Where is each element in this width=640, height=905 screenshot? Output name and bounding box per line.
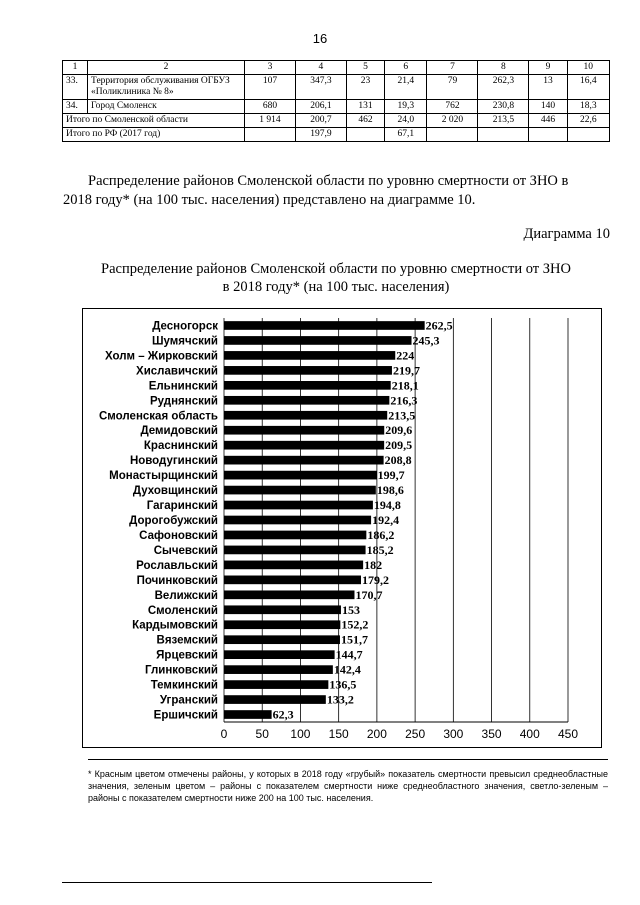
data-label: 224 — [396, 348, 415, 363]
data-label: 219,7 — [392, 363, 420, 378]
page-bottom-rule — [62, 882, 432, 883]
table-header-cell: 3 — [245, 61, 296, 75]
bar — [224, 441, 384, 450]
table-cell: Итого по Смоленской области — [63, 114, 245, 128]
statistics-table — [62, 60, 610, 142]
data-label: 153 — [341, 602, 360, 617]
table-cell: 262,3 — [478, 75, 529, 100]
table-cell: 21,4 — [385, 75, 427, 100]
bar — [224, 321, 425, 330]
category-label: Десногорск — [152, 320, 218, 333]
bar — [224, 336, 412, 345]
table-cell: Город Смоленск — [88, 100, 245, 114]
table-cell: Территория обслуживания ОГБУЗ «Поликлиника № 8» — [88, 75, 245, 100]
table-header-cell: 6 — [385, 61, 427, 75]
category-label: Починковский — [136, 574, 218, 587]
bar — [224, 531, 366, 540]
paragraph-line: 2018 году* (на 100 тыс. населения) представлено на диаграмме 10. — [63, 192, 476, 208]
footnote: * Красным цветом отмечены районы, у которых в 2018 году «грубый» показатель смертности превысил среднеобластные значения, зеленым цветом – районы с показателем смертности ниже среднеобластного значения, светло-зеленым – районы с показателем смертности ниже 200 на 100 тыс. населения. — [88, 769, 608, 803]
bar — [224, 516, 371, 525]
bar-chart — [82, 308, 602, 748]
bar — [224, 680, 328, 689]
category-label: Угранский — [159, 694, 218, 707]
x-tick-label: 150 — [328, 727, 349, 741]
table-row — [63, 75, 610, 100]
table-cell: 22,6 — [567, 114, 609, 128]
bar — [224, 710, 272, 719]
table-cell: 762 — [427, 100, 478, 114]
x-tick-label: 350 — [481, 727, 502, 741]
bar — [224, 546, 366, 555]
data-label: 144,7 — [335, 647, 363, 662]
category-label: Глинковский — [145, 664, 218, 677]
table-header-cell: 8 — [478, 61, 529, 75]
table-header-row — [63, 61, 610, 75]
table-cell: 462 — [346, 114, 384, 128]
category-label: Сафоновский — [139, 529, 218, 542]
data-label: 194,8 — [373, 498, 401, 513]
bar — [224, 486, 376, 495]
table-cell: 197,9 — [295, 128, 346, 142]
table-cell: 2 020 — [427, 114, 478, 128]
bar — [224, 396, 389, 405]
table-cell: 230,8 — [478, 100, 529, 114]
data-label: 213,5 — [388, 408, 416, 423]
table-cell: 131 — [346, 100, 384, 114]
table-cell — [567, 128, 609, 142]
bar — [224, 620, 340, 629]
table-header-cell: 1 — [63, 61, 88, 75]
data-label: 151,7 — [340, 632, 368, 647]
table-header-cell: 7 — [427, 61, 478, 75]
data-label: 185,2 — [366, 542, 394, 557]
table-cell: 446 — [529, 114, 567, 128]
table-cell: 347,3 — [295, 75, 346, 100]
table-cell — [529, 128, 567, 142]
category-label: Ершичский — [153, 709, 218, 722]
chart-title-line: в 2018 году* (на 100 тыс. населения) — [222, 279, 450, 295]
category-label: Холм – Жирковский — [104, 350, 218, 363]
category-label: Рославльский — [136, 559, 218, 572]
category-label: Ярцевский — [156, 649, 218, 662]
x-tick-label: 0 — [220, 727, 228, 741]
table-cell — [427, 128, 478, 142]
chart-title-line: Распределение районов Смоленской области по уровню смертности от ЗНО — [101, 261, 571, 277]
bar — [224, 501, 373, 510]
table-cell — [346, 128, 384, 142]
x-tick-label: 300 — [443, 727, 464, 741]
table-cell: Итого по РФ (2017 год) — [63, 128, 245, 142]
data-label: 198,6 — [376, 483, 404, 498]
table-header-cell: 10 — [567, 61, 609, 75]
category-label: Духовщинский — [132, 485, 218, 498]
category-label: Смоленская область — [99, 410, 218, 423]
data-label: 192,4 — [372, 513, 400, 527]
category-label: Ельнинский — [148, 380, 218, 393]
bar — [224, 351, 395, 360]
table-cell: 206,1 — [295, 100, 346, 114]
data-label: 142,4 — [333, 662, 361, 677]
bar — [224, 576, 361, 585]
data-label: 208,8 — [384, 453, 412, 468]
table-header-cell: 5 — [346, 61, 384, 75]
bar — [224, 605, 341, 614]
category-label: Кардымовский — [132, 619, 218, 632]
table-header-cell: 9 — [529, 61, 567, 75]
bar — [224, 381, 391, 390]
diagram-label: Диаграмма 10 — [523, 226, 610, 242]
data-label: 199,7 — [377, 468, 405, 483]
bar — [224, 456, 384, 465]
table-total-region-row — [63, 114, 610, 128]
bar — [224, 411, 387, 420]
bar — [224, 635, 340, 644]
table-cell: 23 — [346, 75, 384, 100]
table-cell: 67,1 — [385, 128, 427, 142]
table-cell: 79 — [427, 75, 478, 100]
footnote-divider — [88, 759, 608, 760]
table-cell: 680 — [245, 100, 296, 114]
data-label: 216,3 — [390, 393, 418, 408]
category-label: Дорогобужский — [129, 515, 218, 527]
category-label: Новодугинский — [129, 455, 218, 468]
x-tick-label: 400 — [519, 727, 540, 741]
category-label: Сычевский — [153, 544, 218, 557]
category-label: Велижский — [154, 589, 218, 602]
data-label: 170,7 — [355, 587, 383, 602]
table-cell: 19,3 — [385, 100, 427, 114]
category-label: Гагаринский — [146, 500, 218, 513]
paragraph-line: Распределение районов Смоленской области по уровню смертности от ЗНО в — [88, 173, 569, 189]
table-cell — [478, 128, 529, 142]
bar — [224, 561, 363, 570]
category-label: Шумячский — [152, 335, 218, 348]
data-label: 209,5 — [385, 438, 413, 453]
category-label: Вяземский — [156, 634, 218, 647]
data-label: 218,1 — [391, 378, 419, 393]
table-cell: 16,4 — [567, 75, 609, 100]
table-header-cell: 2 — [88, 61, 245, 75]
table-header-cell: 4 — [295, 61, 346, 75]
data-label: 209,6 — [385, 423, 413, 438]
category-label: Краснинский — [143, 440, 218, 453]
x-tick-label: 100 — [290, 727, 311, 741]
data-label: 262,5 — [425, 318, 453, 333]
table-cell: 18,3 — [567, 100, 609, 114]
table-cell: 13 — [529, 75, 567, 100]
bar — [224, 426, 384, 435]
x-tick-label: 200 — [366, 727, 387, 741]
table-cell: 34. — [63, 100, 88, 114]
x-tick-label: 250 — [405, 727, 426, 741]
chart-title — [62, 260, 610, 296]
data-label: 62,3 — [272, 707, 294, 722]
table-cell: 200,7 — [295, 114, 346, 128]
x-tick-label: 50 — [255, 727, 269, 741]
category-label: Руднянский — [150, 395, 218, 408]
table-cell: 213,5 — [478, 114, 529, 128]
bar — [224, 366, 392, 375]
data-label: 133,2 — [326, 692, 354, 707]
category-label: Темкинский — [150, 679, 218, 692]
category-label: Смоленский — [147, 604, 218, 617]
category-label: Демидовский — [140, 425, 218, 438]
data-label: 179,2 — [361, 572, 389, 587]
table-row — [63, 100, 610, 114]
table-cell: 33. — [63, 75, 88, 100]
x-tick-label: 450 — [557, 727, 579, 741]
category-label: Хиславичский — [136, 365, 218, 378]
bar — [224, 665, 333, 674]
table-cell: 140 — [529, 100, 567, 114]
bar — [224, 695, 326, 704]
data-label: 245,3 — [412, 333, 440, 348]
data-label: 136,5 — [329, 677, 357, 692]
bar — [224, 650, 335, 659]
data-label: 152,2 — [341, 617, 369, 632]
page-number: 16 — [312, 31, 328, 46]
body-paragraph — [63, 172, 610, 210]
data-label: 186,2 — [367, 527, 395, 542]
table-cell — [245, 128, 296, 142]
bar — [224, 590, 354, 599]
category-label: Монастырщинский — [109, 470, 218, 483]
bar — [224, 471, 377, 480]
table-cell: 107 — [245, 75, 296, 100]
table-cell: 1 914 — [245, 114, 296, 128]
table-cell: 24,0 — [385, 114, 427, 128]
data-label: 182 — [364, 557, 383, 572]
table-total-rf-row — [63, 128, 610, 142]
